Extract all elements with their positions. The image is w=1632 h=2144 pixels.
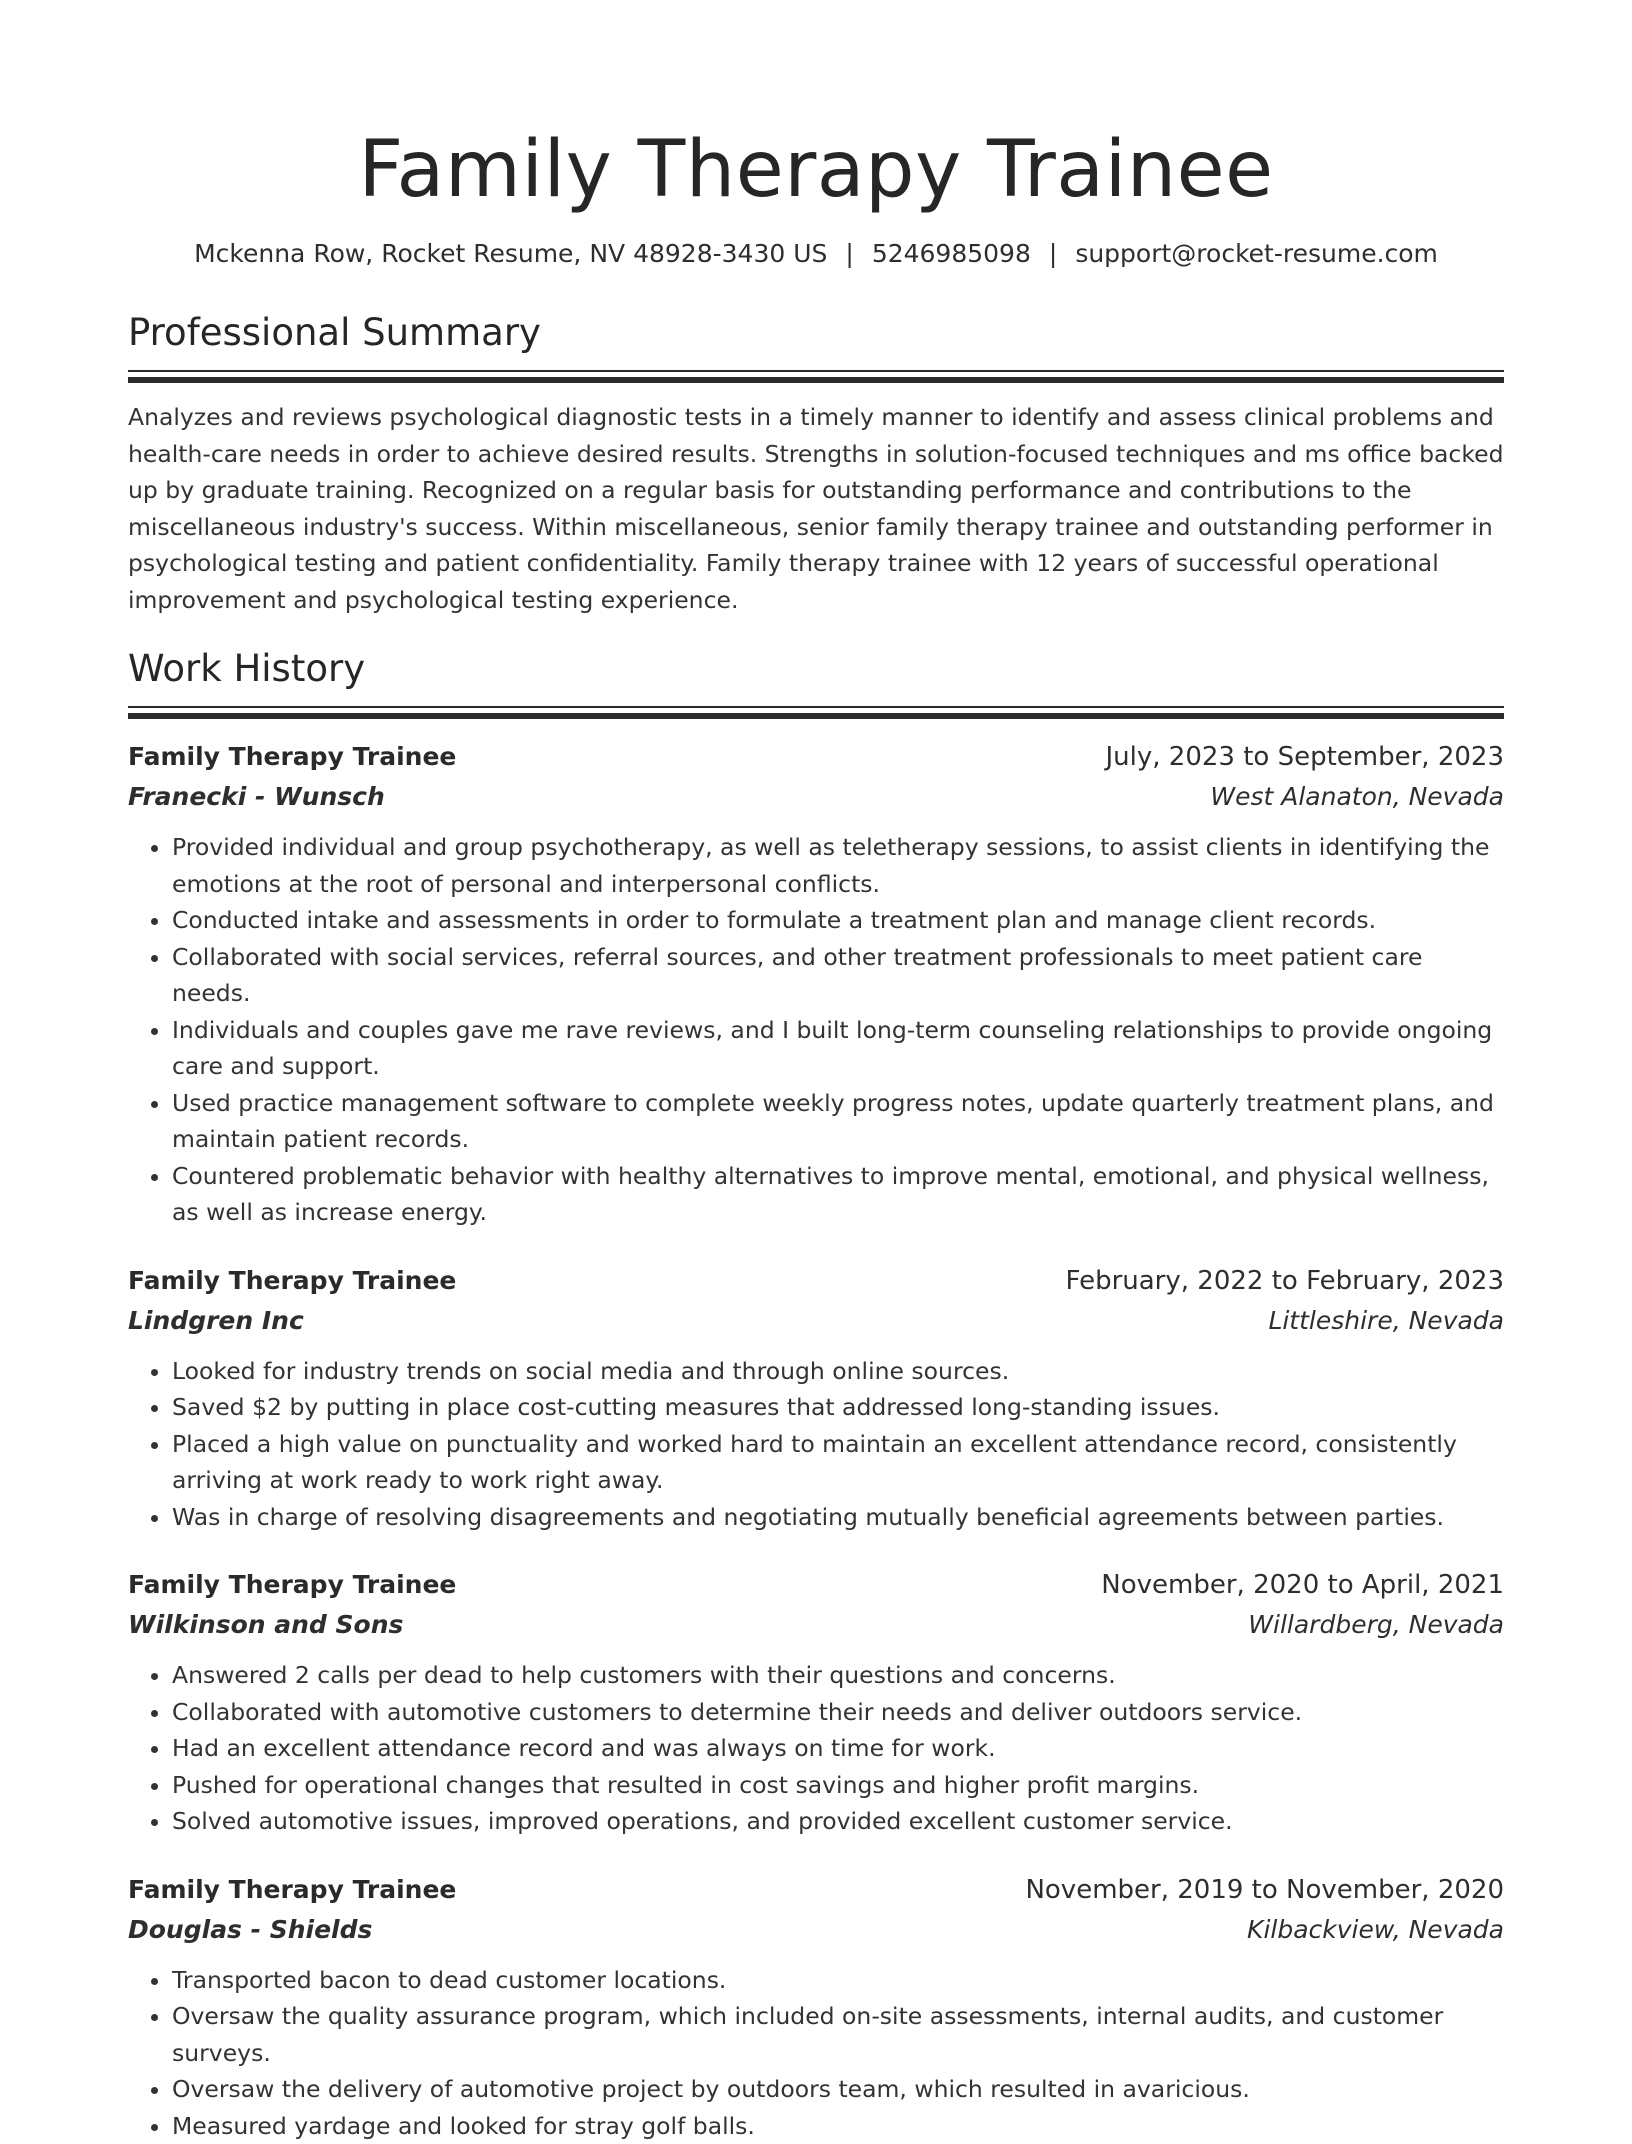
job-subheader-row [128, 777, 1504, 817]
job-bullet: • Oversaw the quality assurance program, which included on-site assessments, internal audits, and customer surveys. [172, 1998, 1504, 2071]
job-location: Willardberg, Nevada [1248, 1605, 1504, 1645]
job-bullet: • Collaborated with automotive customers to determine their needs and deliver outdoors service. [172, 1694, 1504, 1731]
job-header-row [128, 1565, 1504, 1605]
section-divider [128, 370, 1504, 383]
job-bullet: • Individuals and couples gave me rave reviews, and I built long-term counseling relationships to provide ongoing care and support. [172, 1012, 1504, 1085]
job-bullet: • Oversaw the delivery of automotive project by outdoors team, which resulted in avaricious. [172, 2071, 1504, 2108]
job-bullet: • Saved $2 by putting in place cost-cutting measures that addressed long-standing issues. [172, 1389, 1504, 1426]
job-header-row [128, 737, 1504, 777]
job-bullet: • Collaborated with social services, referral sources, and other treatment professionals to meet patient care needs. [172, 939, 1504, 1012]
job-subheader-row [128, 1910, 1504, 1950]
section-heading-work-history: Work History [128, 644, 1504, 694]
contact-address: Mckenna Row, Rocket Resume, NV 48928-3430 US [194, 239, 827, 268]
job-dates: November, 2020 to April, 2021 [1101, 1565, 1504, 1605]
job-title: Family Therapy Trainee [128, 1565, 456, 1605]
job-header-row [128, 1870, 1504, 1910]
job-bullet: • Looked for industry trends on social media and through online sources. [172, 1353, 1504, 1390]
job-dates: February, 2022 to February, 2023 [1066, 1261, 1504, 1301]
job-bullet: • Conducted intake and assessments in order to formulate a treatment plan and manage client records. [172, 902, 1504, 939]
job-location: West Alanaton, Nevada [1210, 777, 1504, 817]
job-bullet: • Measured yardage and looked for stray golf balls. [172, 2108, 1504, 2144]
job-bullet: • Was in charge of resolving disagreements and negotiating mutually beneficial agreements between parties. [172, 1499, 1504, 1536]
section-heading-professional-summary: Professional Summary [128, 308, 1504, 358]
job-bullet: • Placed a high value on punctuality and worked hard to maintain an excellent attendance record, consistently arriving at work ready to work right away. [172, 1426, 1504, 1499]
resume-page [128, 0, 1504, 2144]
job-header-row [128, 1261, 1504, 1301]
job-bullet: • Countered problematic behavior with healthy alternatives to improve mental, emotional, and physical wellness, as well as increase energy. [172, 1158, 1504, 1231]
job-bullet: • Pushed for operational changes that resulted in cost savings and higher profit margins. [172, 1767, 1504, 1804]
job-company: Franecki - Wunsch [128, 777, 385, 817]
job-company: Wilkinson and Sons [128, 1605, 403, 1645]
contact-email: support@rocket-resume.com [1075, 239, 1438, 268]
job-company: Lindgren Inc [128, 1301, 304, 1341]
job-entry [128, 1261, 1504, 1536]
job-bullet: • Used practice management software to complete weekly progress notes, update quarterly treatment plans, and maintain patient records. [172, 1085, 1504, 1158]
job-bullet-list [128, 1353, 1504, 1536]
job-subheader-row [128, 1605, 1504, 1645]
job-subheader-row [128, 1301, 1504, 1341]
contact-phone: 5246985098 [872, 239, 1031, 268]
job-entry [128, 737, 1504, 1231]
job-entry [128, 1870, 1504, 2144]
job-location: Littleshire, Nevada [1268, 1301, 1504, 1341]
section-divider [128, 706, 1504, 719]
job-location: Kilbackview, Nevada [1247, 1910, 1504, 1950]
summary-paragraph: Analyzes and reviews psychological diagnostic tests in a timely manner to identify and assess clinical problems and health-care needs in order to achieve desired results. Strengths in solution-focused techniques and ms office backed up by graduate training. Recognized on a regular basis for outstanding performance and contributions to the miscellaneous industry's success. Within miscellaneous, senior family therapy trainee and outstanding performer in psychological testing and patient confidentiality. Family therapy trainee with 12 years of successful operational improvement and psychological testing experience. [128, 399, 1504, 618]
job-title: Family Therapy Trainee [128, 1261, 456, 1301]
job-bullet-list [128, 1962, 1504, 2144]
job-company: Douglas - Shields [128, 1910, 372, 1950]
job-bullet-list [128, 1657, 1504, 1840]
job-entry [128, 1565, 1504, 1840]
job-bullet: • Had an excellent attendance record and was always on time for work. [172, 1730, 1504, 1767]
job-dates: November, 2019 to November, 2020 [1025, 1870, 1504, 1910]
job-bullet: • Transported bacon to dead customer locations. [172, 1962, 1504, 1999]
job-bullet: • Answered 2 calls per dead to help customers with their questions and concerns. [172, 1657, 1504, 1694]
contact-separator: | [1031, 236, 1075, 272]
job-bullet: • Solved automotive issues, improved operations, and provided excellent customer service. [172, 1803, 1504, 1840]
contact-line [128, 236, 1504, 272]
resume-title: Family Therapy Trainee [128, 122, 1504, 218]
job-title: Family Therapy Trainee [128, 737, 456, 777]
contact-separator: | [827, 236, 871, 272]
job-dates: July, 2023 to September, 2023 [1106, 737, 1505, 777]
job-bullet-list [128, 829, 1504, 1231]
job-bullet: • Provided individual and group psychotherapy, as well as teletherapy sessions, to assist clients in identifying the emotions at the root of personal and interpersonal conflicts. [172, 829, 1504, 902]
job-title: Family Therapy Trainee [128, 1870, 456, 1910]
